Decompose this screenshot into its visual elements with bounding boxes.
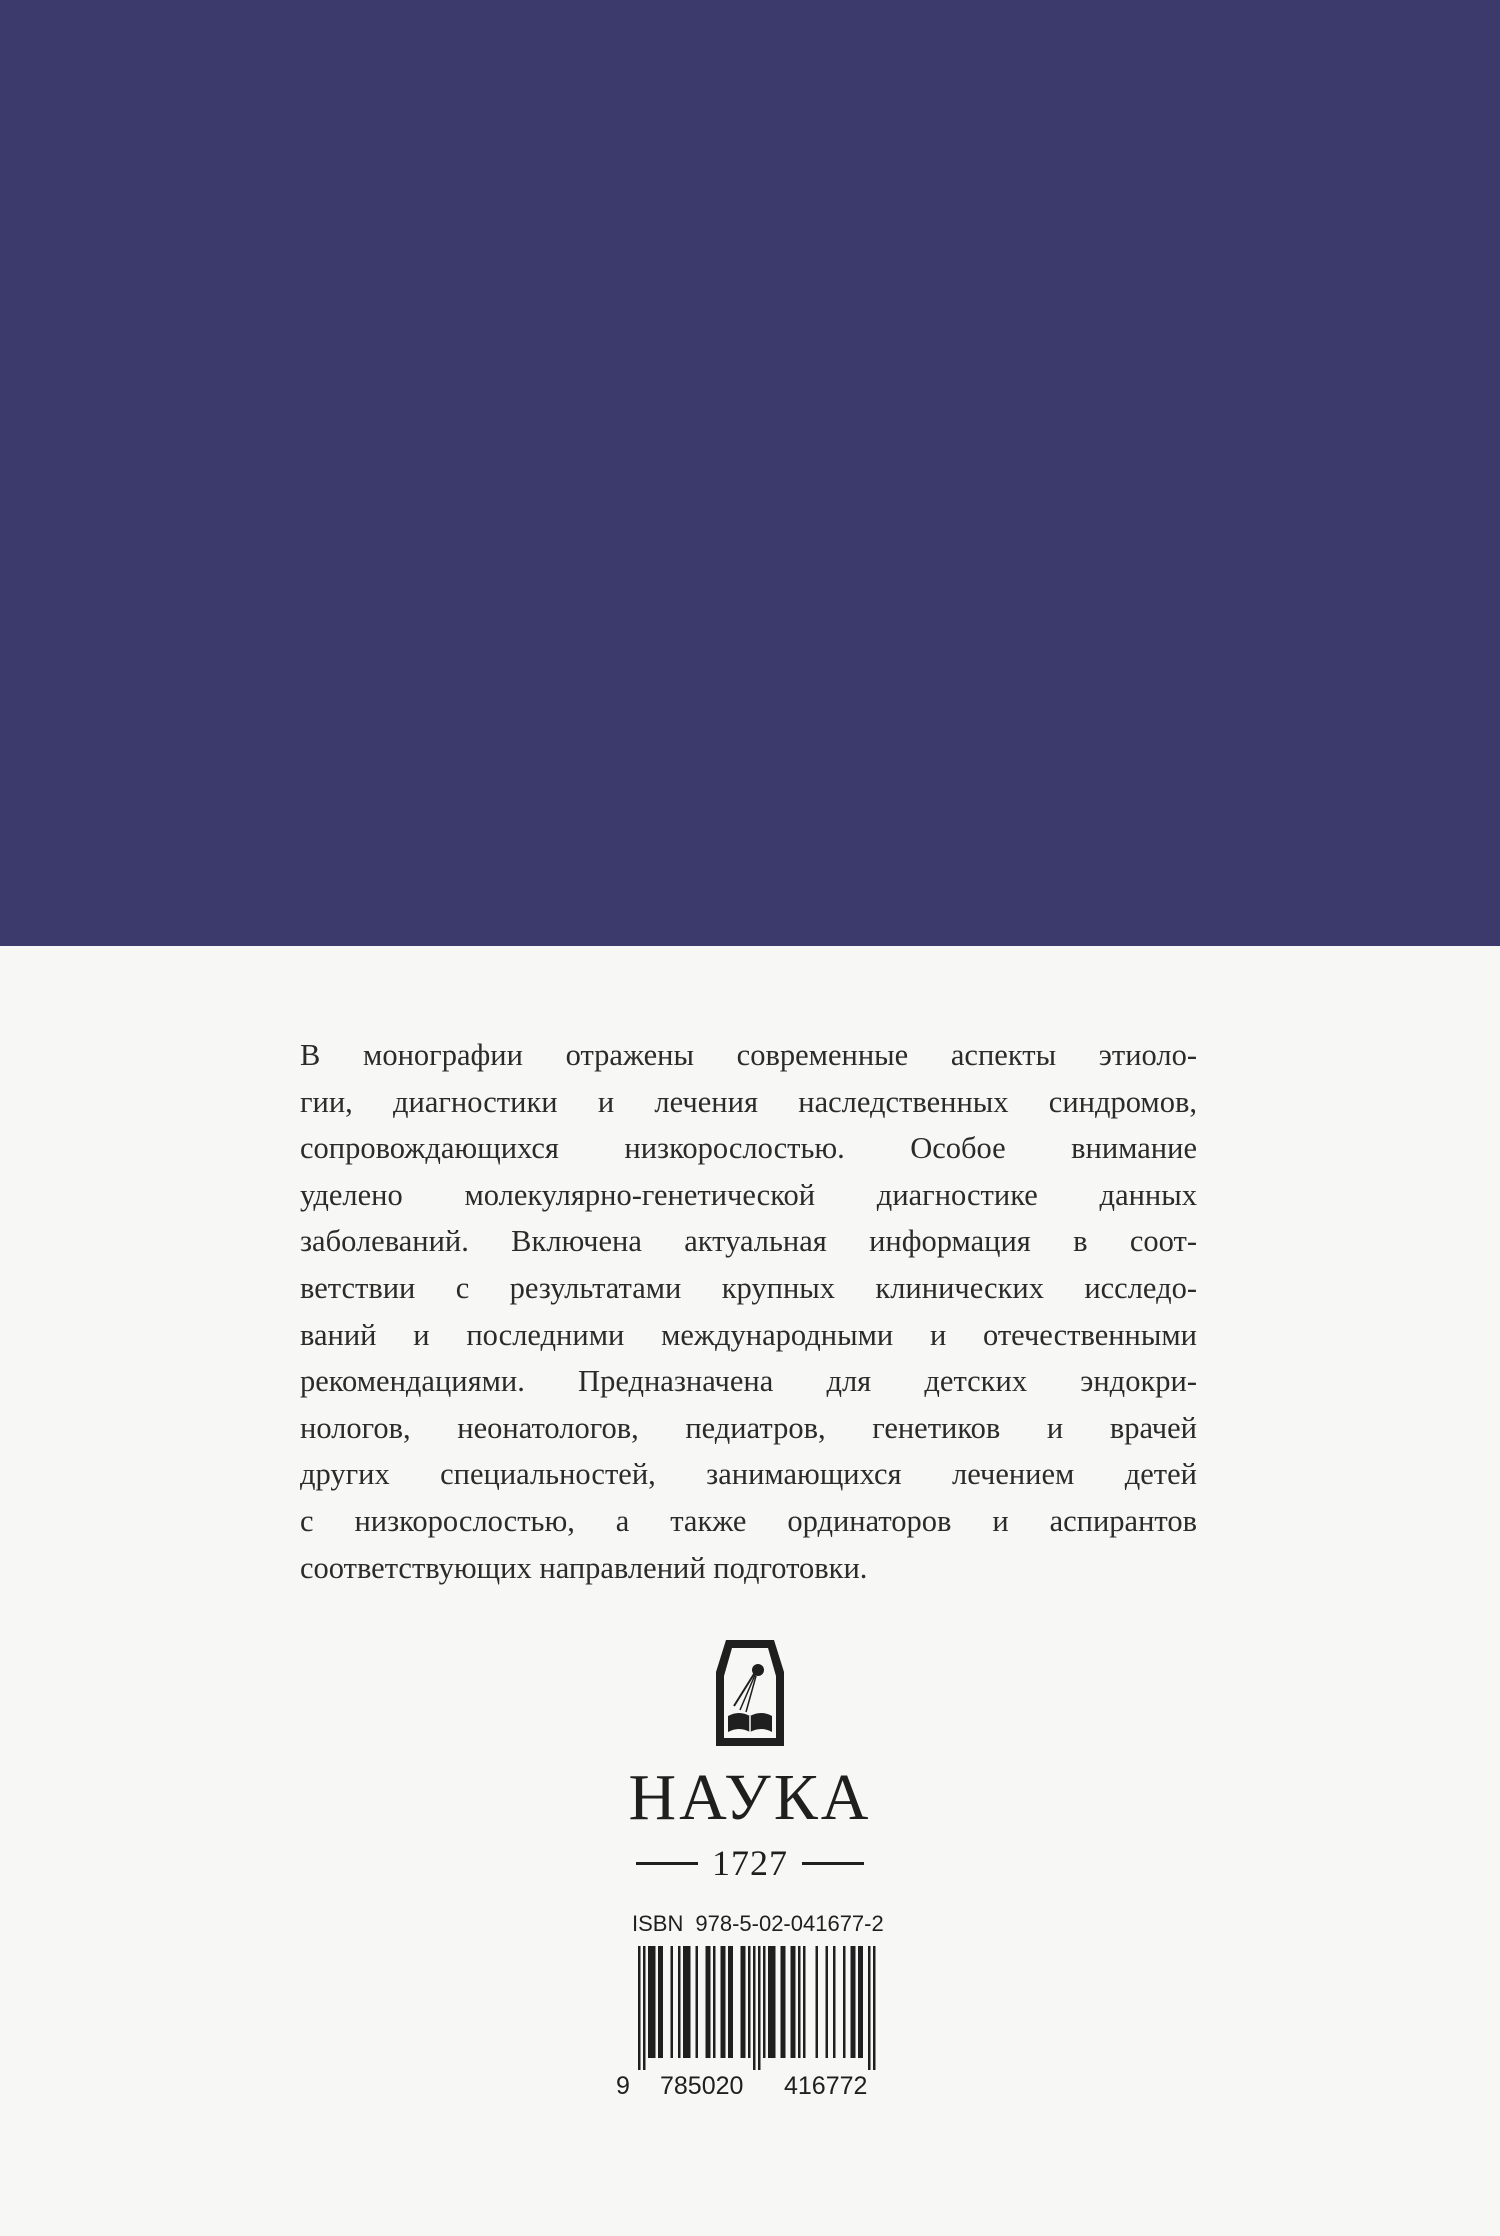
- annotation-line: уделено молекулярно-генетической диагностике данных: [300, 1177, 1197, 1212]
- annotation-line: ваний и последними международными и отечественными: [300, 1317, 1197, 1352]
- barcode-bar: [688, 1946, 691, 2058]
- annotation-line: заболеваний. Включена актуальная информация в соот-: [300, 1224, 1197, 1259]
- barcode-bar: [708, 1946, 711, 2058]
- barcode-bar: [648, 1946, 651, 2058]
- isbn-label: ISBN: [632, 1911, 684, 1936]
- barcode-bar: [868, 1946, 871, 2070]
- annotation-text: [300, 1032, 1197, 1591]
- barcode-bar: [731, 1946, 734, 2058]
- isbn: [632, 1911, 884, 1937]
- annotation-line: гии, диагностики и лечения наследственных синдромов,: [300, 1084, 1197, 1119]
- barcode-bar: [683, 1946, 686, 2058]
- barcode-bar: [793, 1946, 796, 2058]
- isbn-number: 978-5-02-041677-2: [695, 1911, 884, 1936]
- annotation-line: сопровождающихся низкорослостью. Особое внимание: [300, 1131, 1197, 1166]
- barcode-left-group: 785020: [660, 2072, 744, 2100]
- divider: [802, 1862, 864, 1865]
- annotation-line: с низкорослостью, а также ординаторов и аспирантов: [300, 1503, 1197, 1538]
- barcode-bar: [743, 1946, 746, 2058]
- cover-top-panel: [0, 0, 1500, 946]
- barcode-bar: [798, 1946, 801, 2058]
- barcode-bar: [791, 1946, 794, 2058]
- annotation-line: ветствии с результатами крупных клинических исследо-: [300, 1270, 1197, 1305]
- barcode-bar: [783, 1946, 786, 2058]
- annotation-line: нологов, неонатологов, педиатров, генетиков и врачей: [300, 1410, 1197, 1445]
- barcode-bar: [643, 1946, 646, 2070]
- barcode-bar: [638, 1946, 641, 2070]
- barcode-right-group: 416772: [784, 2072, 868, 2100]
- barcode-bar: [748, 1946, 751, 2058]
- barcode-bar: [678, 1946, 681, 2058]
- barcode-bar: [661, 1946, 664, 2058]
- barcode-bar: [671, 1946, 674, 2058]
- barcode: [616, 1946, 884, 2070]
- barcode-bar: [721, 1946, 724, 2058]
- barcode-bar: [696, 1946, 699, 2058]
- barcode-bar: [803, 1946, 806, 2058]
- barcode-bar: [758, 1946, 761, 2070]
- barcode-bar: [658, 1946, 661, 2058]
- barcode-first-digit: 9: [616, 2072, 630, 2100]
- barcode-bar: [843, 1946, 846, 2058]
- barcode-bar: [768, 1946, 771, 2058]
- annotation-line: В монографии отражены современные аспекты этиоло-: [300, 1038, 1197, 1072]
- barcode-bar: [853, 1946, 856, 2058]
- publisher-year: 1727: [712, 1843, 788, 1883]
- barcode-bar: [651, 1946, 654, 2058]
- barcode-bar: [728, 1946, 731, 2058]
- barcode-bar: [873, 1946, 876, 2070]
- barcode-bar: [763, 1946, 766, 2058]
- barcode-bar: [773, 1946, 776, 2058]
- annotation-line: рекомендациями. Предназначена для детских эндокри-: [300, 1364, 1197, 1399]
- barcode-bar: [826, 1946, 829, 2058]
- annotation-line: других специальностей, занимающихся лечением детей: [300, 1457, 1197, 1492]
- annotation-line: соответствующих направлений подготовки.: [300, 1550, 868, 1585]
- barcode-bar: [706, 1946, 709, 2058]
- barcode-bar: [723, 1946, 726, 2058]
- barcode-bar: [686, 1946, 689, 2058]
- barcode-digits: [616, 2072, 884, 2106]
- publisher-year-row: [0, 1838, 1500, 1888]
- barcode-bar: [858, 1946, 861, 2058]
- barcode-bar: [741, 1946, 744, 2058]
- sputnik-book-icon: [712, 1636, 788, 1750]
- barcode-bar: [713, 1946, 716, 2058]
- divider: [636, 1862, 698, 1865]
- barcode-bar: [781, 1946, 784, 2058]
- barcode-bar: [861, 1946, 864, 2058]
- barcode-bar: [851, 1946, 854, 2058]
- barcode-bar: [753, 1946, 756, 2070]
- publisher-name: НАУКА: [628, 1761, 872, 1834]
- barcode-bar: [833, 1946, 836, 2058]
- barcode-bars: [616, 1946, 884, 2070]
- barcode-bar: [653, 1946, 656, 2058]
- barcode-bar: [771, 1946, 774, 2058]
- barcode-bar: [816, 1946, 819, 2058]
